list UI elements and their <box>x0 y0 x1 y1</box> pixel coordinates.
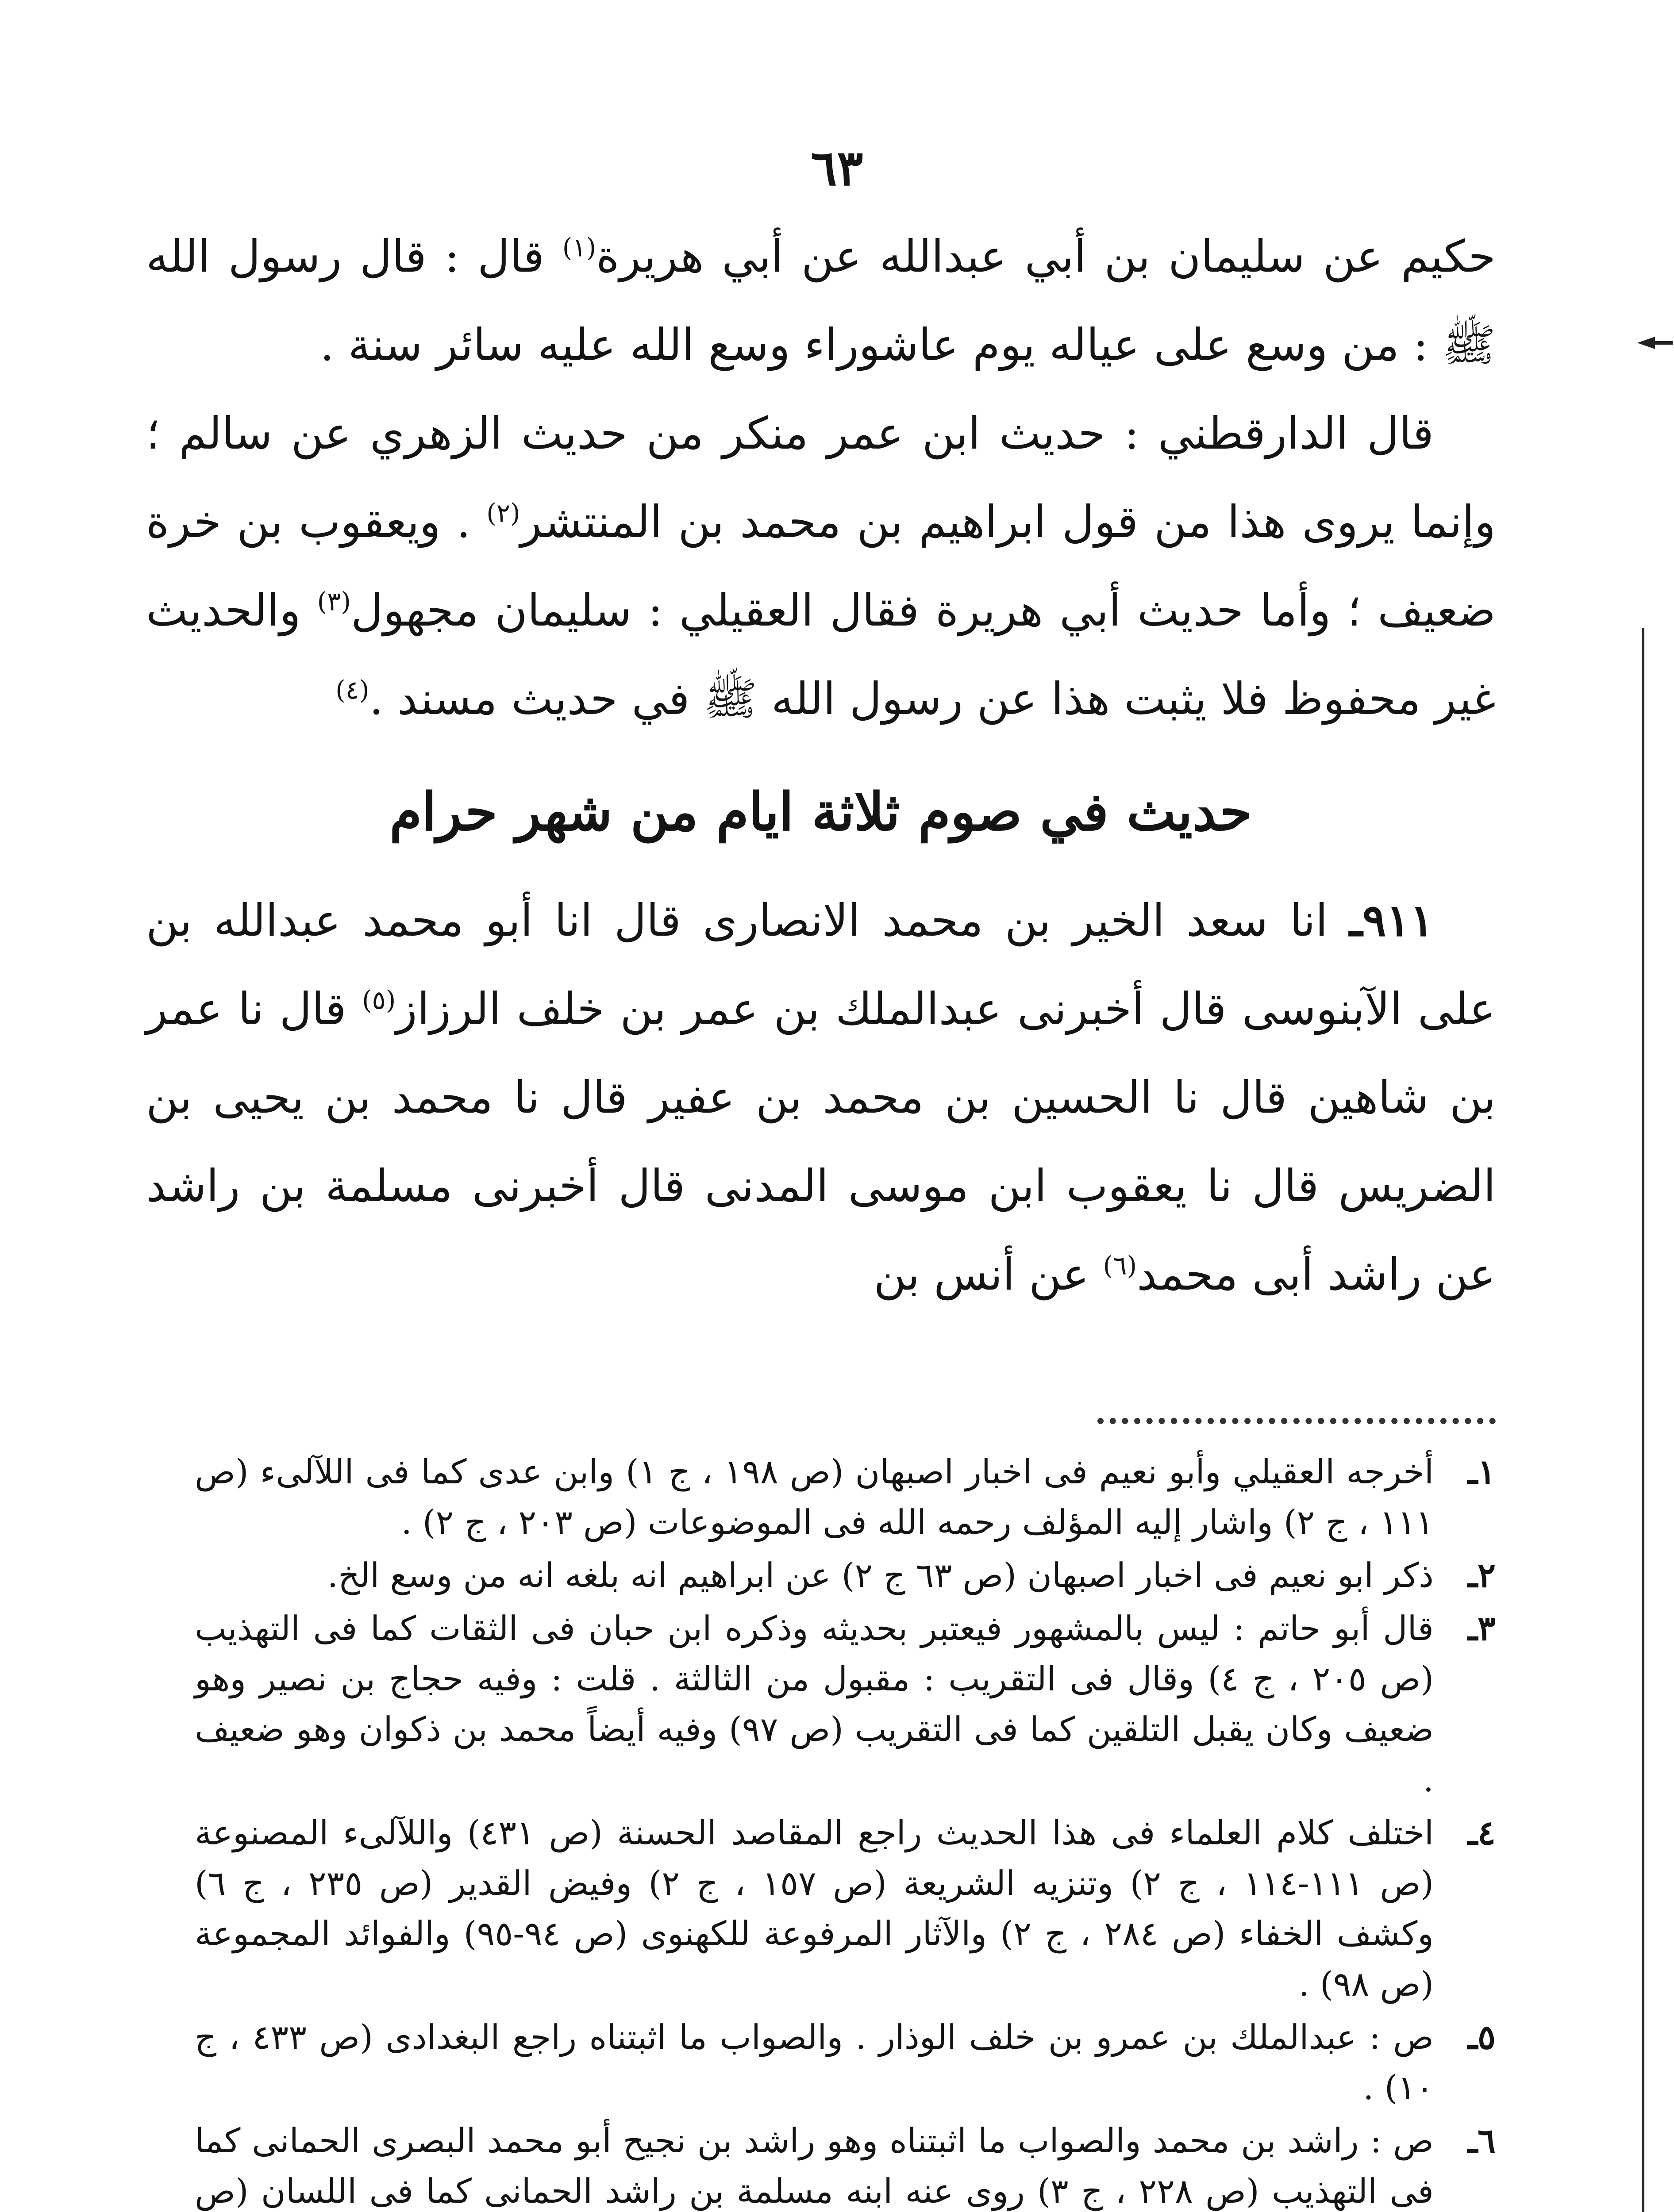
section-heading: حديث في صوم ثلاثة ايام من شهر حرام <box>389 781 1252 842</box>
paragraph-1 <box>146 212 1496 389</box>
footnote-number: ٦ـ <box>1467 2121 1496 2160</box>
footnote-text: ص : عبدالملك بن عمرو بن خلف الوذار . والصواب ما اثبتناه راجع البغدادى (ص ٤٣٣ ، ج ١٠) . <box>195 2017 1434 2107</box>
footnote-text: اختلف كلام العلماء فى هذا الحديث راجع المقاصد الحسنة (ص ٤٣١) واللآلىء المصنوعة (ص ١١١-١١٤ ، ج ٢) وتنزيه الشريعة (ص ١٥٧ ، ج ٢) وفيض القدير (ص ٢٣٥ ، ج ٦) وكشف الخفاء (ص ٢٨٤ ، ج ٢) والآثار المرفوعة للكهنوى (ص ٩٤-٩٥) والفوائد المجموعة (ص ٩٨) . <box>195 1813 1434 2004</box>
footnotes <box>195 1447 1496 2212</box>
footnote-6 <box>195 2116 1496 2212</box>
footnote-text: قال أبو حاتم : ليس بالمشهور فيعتبر بحديثه وذكره ابن حبان فى الثقات كما فى التهذيب (ص ٢٠٥ ، ج ٤) وقال فى التقريب : مقبول من الثالثة . قلت : وفيه حجاج بن نصير وهو ضعيف وكان يقبل التلقين كما فى التقريب (ص ٩٧) وفيه أيضاً محمد بن ذكوان وهو ضعيف . <box>195 1609 1434 1799</box>
paragraph-text: قال الدارقطني : حديث ابن عمر منكر من حديث الزهري عن سالم ؛ وإنما يروى هذا من قول ابراهيم بن محمد بن المنتشر <box>146 407 1496 548</box>
footnote-number: ١ـ <box>1467 1452 1496 1491</box>
footnote-divider <box>1097 1418 1496 1424</box>
hadith-text: قال نا عمر بن شاهين قال نا الحسين بن محمد بن عفير قال نا محمد بن يحيى بن الضريس قال نا يعقوب ابن موسى المدنى قال أخبرنى مسلمة بن راشد عن راشد أبى محمد <box>146 983 1496 1300</box>
footnote-text: ذكر ابو نعيم فى اخبار اصبهان (ص ٦٣ ج ٢) عن ابراهيم انه بلغه انه من وسع الخ. <box>327 1555 1434 1595</box>
footnote-number: ٥ـ <box>1467 2017 1496 2057</box>
hadith-number: ٩١١ـ <box>1349 894 1434 946</box>
hadith-text: انا سعد الخير بن محمد الانصارى قال انا أبو محمد عبدالله بن على الآبنوسى قال أخبرنى عبدالملك بن عمر بن خلف الرزاز <box>146 895 1496 1035</box>
footnote-ref-1: (١) <box>562 232 596 263</box>
paragraph-text: قال : قال رسول الله ﷺ : من وسع على عياله يوم عاشوراء وسع الله عليه سائر سنة . <box>146 230 1496 371</box>
page-edge-line <box>1642 628 1644 2212</box>
footnote-2 <box>195 1550 1496 1601</box>
footnote-ref-5: (٥) <box>362 985 396 1015</box>
footnote-ref-6: (٦) <box>1103 1250 1137 1281</box>
footnote-number: ٤ـ <box>1467 1813 1496 1852</box>
footnote-3 <box>195 1603 1496 1805</box>
page-number: ٦٣ <box>811 139 863 196</box>
paragraph-text: . ويعقوب بن خرة ضعيف ؛ وأما حديث أبي هريرة فقال العقيلي : سليمان مجهول <box>146 496 1496 636</box>
footnote-ref-2: (٢) <box>486 498 520 528</box>
hadith-text: عن أنس بن <box>874 1248 1103 1300</box>
main-text <box>146 212 1496 1319</box>
arrow-left-icon <box>1637 334 1673 352</box>
footnote-number: ٢ـ <box>1467 1555 1496 1595</box>
hadith-paragraph <box>146 876 1496 1319</box>
paragraph-text: حكيم عن سليمان بن أبي عبدالله عن أبي هريرة <box>596 230 1496 282</box>
footnote-5 <box>195 2012 1496 2113</box>
footnote-ref-4: (٤) <box>335 675 369 705</box>
footnote-1 <box>195 1447 1496 1548</box>
paragraph-2 <box>146 389 1496 743</box>
footnote-ref-3: (٣) <box>317 586 351 617</box>
footnote-number: ٣ـ <box>1467 1609 1496 1648</box>
footnote-4 <box>195 1808 1496 2009</box>
footnote-text: أخرجه العقيلي وأبو نعيم فى اخبار اصبهان (ص ١٩٨ ، ج ١) وابن عدى كما فى اللآلىء (ص ١١١ ، ج ٢) واشار إليه المؤلف رحمه الله فى الموضوعات (ص ٢٠٣ ، ج ٢) . <box>195 1452 1434 1542</box>
paragraph-text: والحديث غير محفوظ فلا يثبت هذا عن رسول الله ﷺ في حديث مسند . <box>146 584 1496 725</box>
footnote-text: ص : راشد بن محمد والصواب ما اثبتناه وهو راشد بن نجيح أبو محمد البصرى الحمانى كما فى التهذيب (ص ٢٢٨ ، ج ٣) روى عنه ابنه مسلمة بن راشد الحمانى كما فى اللسان (ص <box>195 2121 1434 2211</box>
